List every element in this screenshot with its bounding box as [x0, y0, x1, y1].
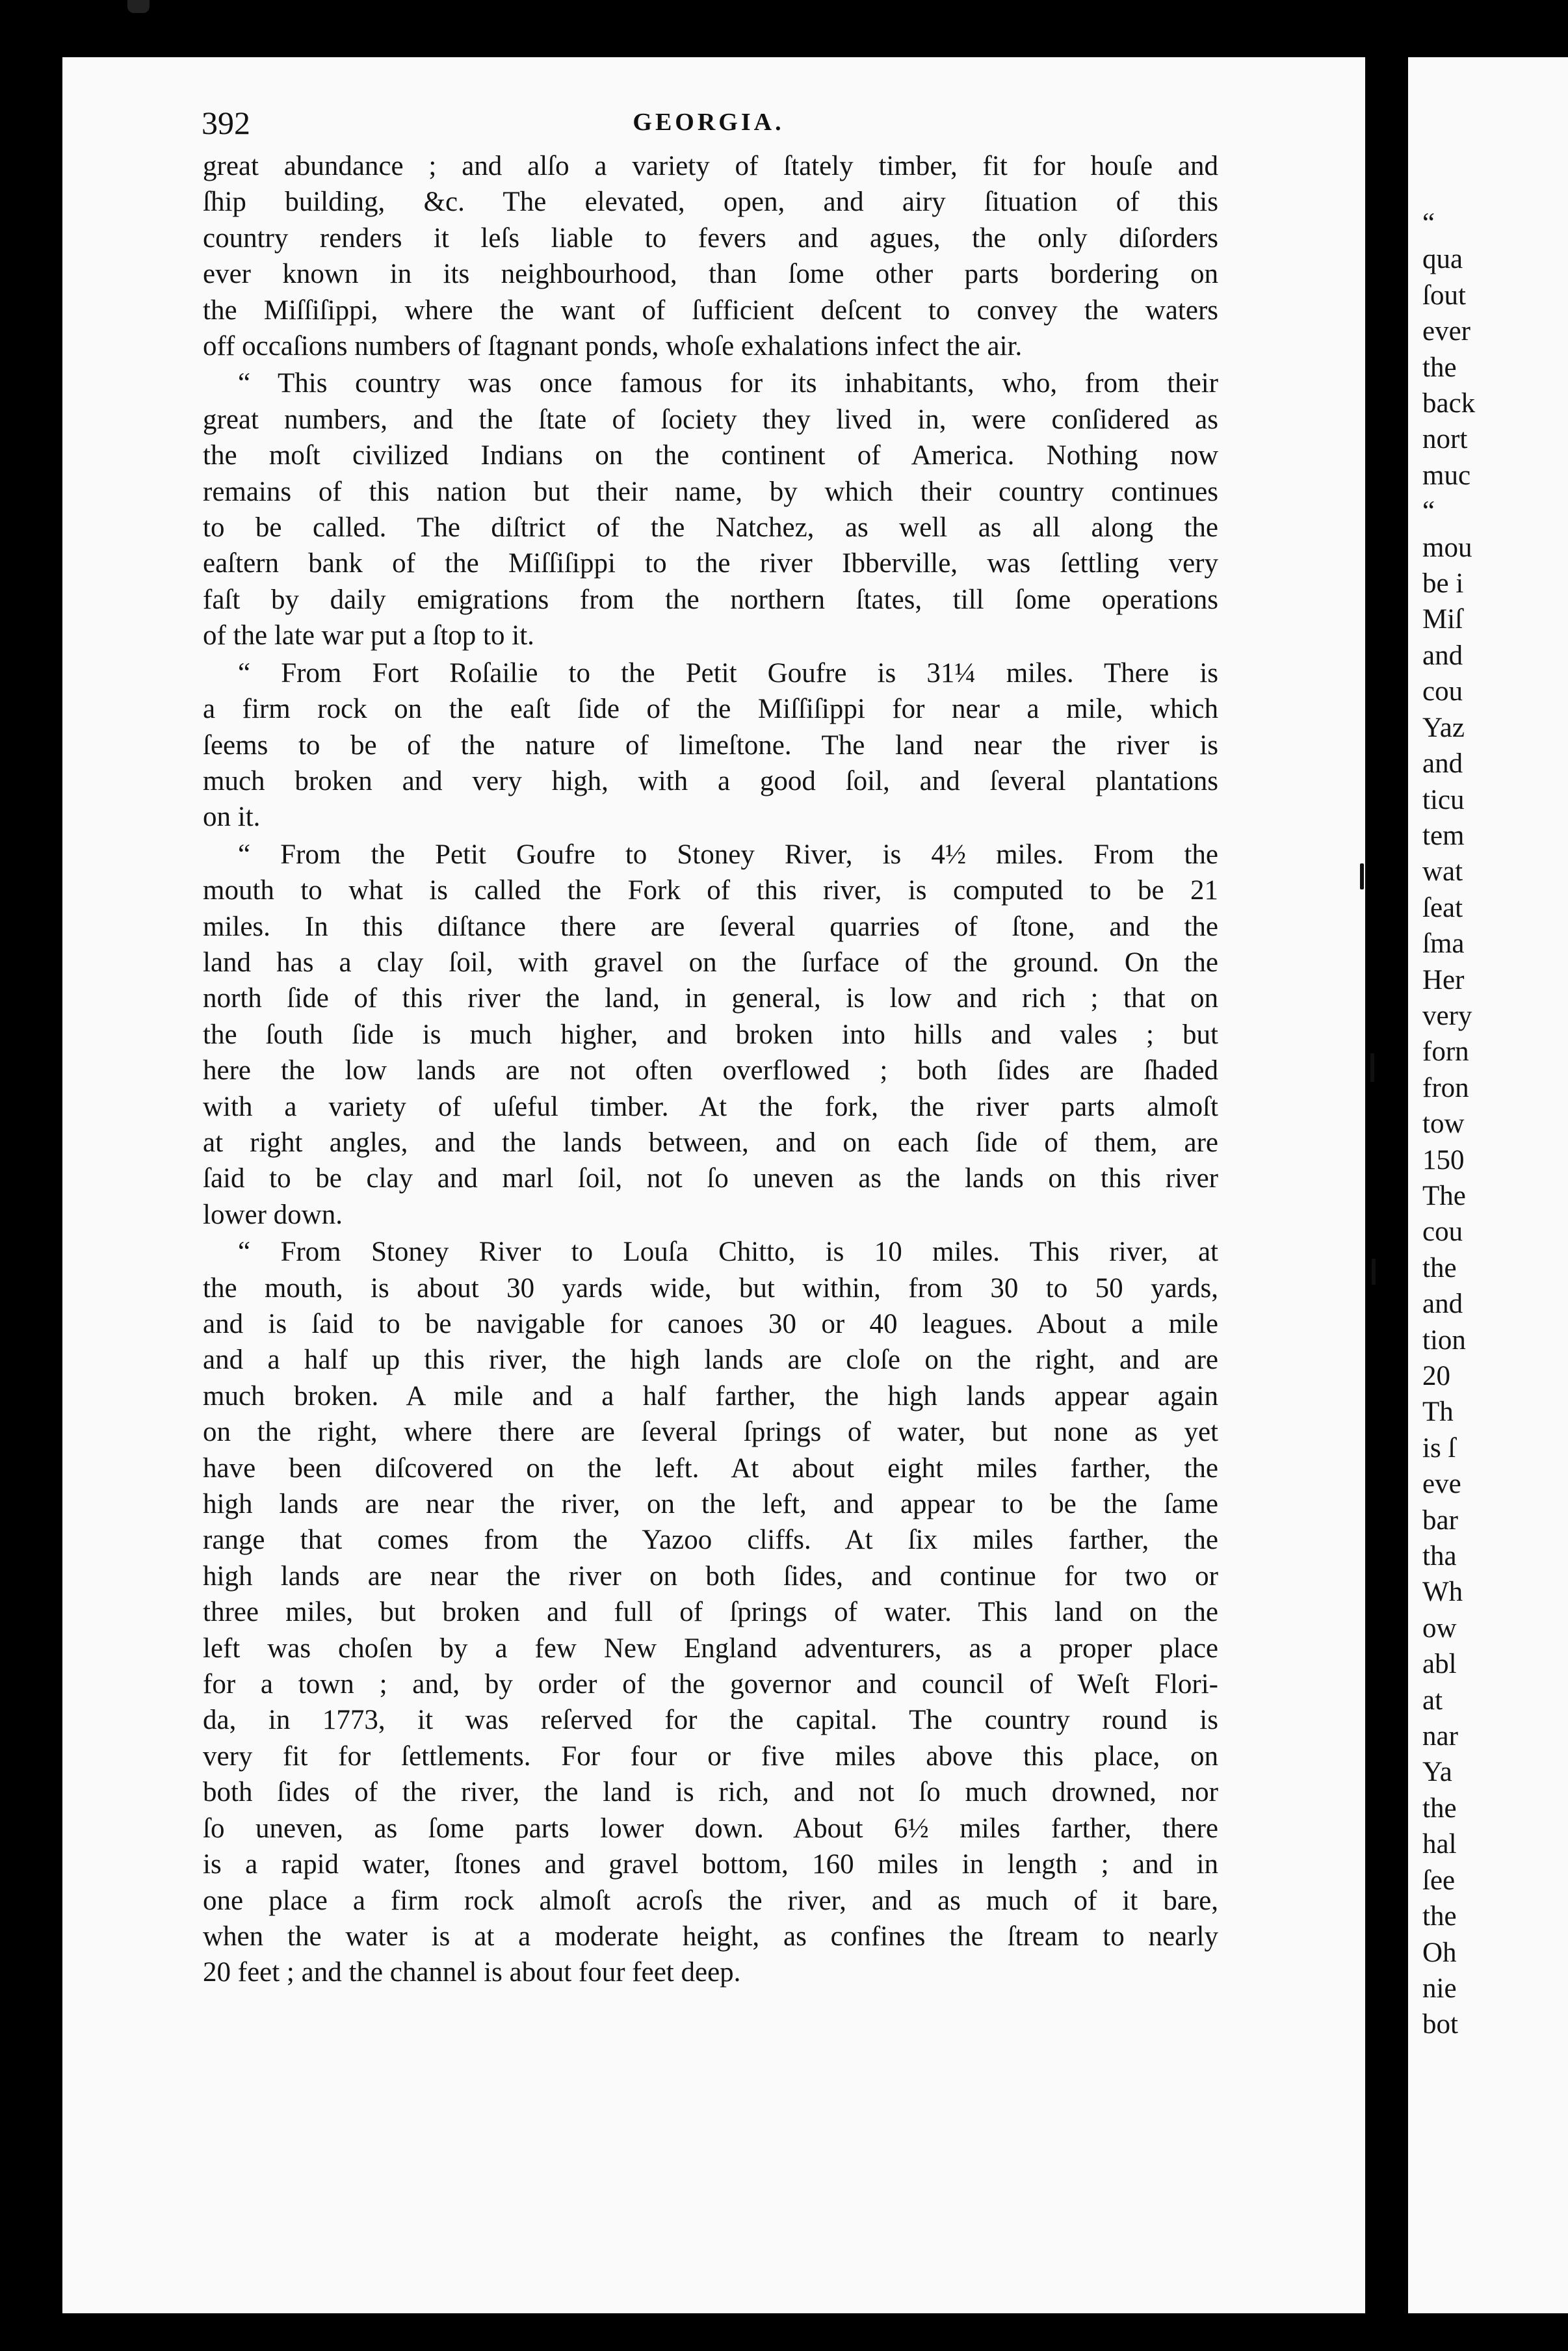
text-line: on it. [203, 802, 261, 833]
facing-page [1408, 57, 1568, 2313]
facing-page-fragment: ſma [1422, 928, 1465, 960]
paragraph [203, 837, 1218, 1233]
facing-page-fragment: Oh [1422, 1937, 1457, 1968]
text-line: much broken. A mile and a half farther, the high lands appear again [203, 1380, 1218, 1412]
text-line: mouth to what is called the Fork of this river, is computed to be 21 [203, 875, 1218, 906]
paragraph [203, 655, 1218, 835]
body-text [203, 148, 1218, 1992]
text-line: ſeems to be of the nature of limeſtone. The land near the river is [203, 729, 1218, 761]
text-line: very fit for ſettlements. For four or five miles above this place, on [203, 1740, 1218, 1772]
page-number: 392 [202, 105, 250, 141]
facing-page-fragment: bot [1422, 2009, 1458, 2040]
text-line: and is ſaid to be navigable for canoes 30 or 40 leagues. About a mile [203, 1309, 1218, 1339]
text-line: is a rapid water, ſtones and gravel bottom, 160 miles in length ; and in [203, 1849, 1218, 1880]
facing-page-fragment: the [1422, 352, 1457, 383]
facing-page-fragment: muc [1422, 460, 1471, 491]
facing-page-fragment: “ [1422, 208, 1435, 239]
text-line: ſhip building, &c. The elevated, open, and airy ſituation of this [203, 187, 1218, 218]
page-header [202, 104, 1216, 150]
text-line: high lands are near the river, on the left, and appear to be the ſame [203, 1489, 1218, 1520]
text-line: range that comes from the Yazoo cliffs. At ſix miles farther, the [203, 1525, 1218, 1556]
facing-page-fragment: tha [1422, 1541, 1457, 1572]
text-line: and a half up this river, the high lands are cloſe on the right, and are [203, 1345, 1218, 1376]
text-line: ſo uneven, as ſome parts lower down. About 6½ miles farther, there [203, 1813, 1218, 1844]
facing-page-fragment: ſee [1422, 1865, 1456, 1896]
facing-page-fragment: eve [1422, 1469, 1461, 1500]
facing-page-fragment: back [1422, 388, 1476, 419]
facing-page-fragment: tion [1422, 1324, 1466, 1356]
margin-mark [1370, 1053, 1374, 1082]
text-line: at right angles, and the lands between, and on each ſide of them, are [203, 1127, 1218, 1158]
text-line: off occaſions numbers of ſtagnant ponds, whoſe exhalations infect the air. [203, 331, 1023, 362]
facing-page-fragment: nort [1422, 424, 1468, 455]
text-line: da, in 1773, it was reſerved for the capital. The country round is [203, 1705, 1218, 1736]
text-line: ſaid to be clay and marl ſoil, not ſo uneven as the lands on this river [203, 1163, 1218, 1194]
facing-page-fragment: mou [1422, 532, 1472, 563]
text-line: the mouth, is about 30 yards wide, but within, from 30 to 50 yards, [203, 1272, 1218, 1304]
facing-page-fragment: fron [1422, 1072, 1469, 1103]
facing-page-fragment: Wh [1422, 1577, 1463, 1608]
text-line: on the right, where there are ſeveral ſprings of water, but none as yet [203, 1417, 1218, 1448]
text-line: “ From Stoney River to Louſa Chitto, is 10 miles. This river, at [238, 1237, 1218, 1268]
facing-page-fragment: The [1422, 1180, 1466, 1211]
text-line: “ From the Petit Goufre to Stoney River, is 4½ miles. From the [238, 839, 1218, 870]
facing-page-fragment: qua [1422, 244, 1463, 275]
facing-page-text [1422, 205, 1568, 2043]
text-line: north ſide of this river the land, in general, is low and rich ; that on [203, 983, 1218, 1014]
facing-page-fragment: at [1422, 1685, 1443, 1716]
text-line: for a town ; and, by order of the governor and council of Weſt Flori- [203, 1669, 1218, 1700]
facing-page-fragment: and [1422, 1289, 1463, 1320]
facing-page-fragment: ever [1422, 316, 1470, 347]
text-line: the moſt civilized Indians on the continent of America. Nothing now [203, 440, 1218, 471]
paragraph [203, 148, 1218, 364]
text-line: left was choſen by a few New England adventurers, as a proper place [203, 1633, 1218, 1664]
facing-page-fragment: forn [1422, 1036, 1469, 1068]
text-line: the Miſſiſippi, where the want of ſufficient deſcent to convey the waters [203, 295, 1218, 326]
text-line: one place a firm rock almoſt acroſs the river, and as much of it bare, [203, 1885, 1218, 1916]
facing-page-fragment: the [1422, 1901, 1457, 1932]
facing-page-fragment: Ya [1422, 1757, 1452, 1788]
facing-page-fragment: ſout [1422, 280, 1466, 311]
text-line: much broken and very high, with a good ſoil, and ſeveral plantations [203, 765, 1218, 796]
scan-speck [127, 0, 150, 13]
facing-page-fragment: 150 [1422, 1144, 1465, 1176]
facing-page-fragment: tow [1422, 1109, 1465, 1140]
facing-page-fragment: and [1422, 640, 1463, 671]
text-line: to be called. The diſtrict of the Natchez, as well as all along the [203, 512, 1218, 544]
facing-page-fragment: ow [1422, 1612, 1457, 1644]
text-line: miles. In this diſtance there are ſeveral quarries of ſtone, and the [203, 911, 1218, 942]
facing-page-fragment: is ſ [1422, 1432, 1456, 1464]
facing-page-fragment: and [1422, 748, 1463, 780]
facing-page-fragment: nar [1422, 1721, 1458, 1752]
text-line: land has a clay ſoil, with gravel on the ſurface of the ground. On the [203, 947, 1218, 978]
facing-page-fragment: 20 [1422, 1361, 1450, 1391]
facing-page-fragment: wat [1422, 856, 1463, 887]
text-line: faſt by daily emigrations from the northern ſtates, till ſome operations [203, 584, 1218, 615]
running-head: GEORGIA. [633, 109, 785, 136]
text-line: great abundance ; and alſo a variety of ſtately timber, fit for houſe and [203, 151, 1218, 181]
facing-page-fragment: Miſ [1422, 604, 1463, 635]
facing-page-fragment: ſeat [1422, 892, 1463, 923]
facing-page-fragment: hal [1422, 1829, 1457, 1860]
text-line: the ſouth ſide is much higher, and broken into hills and vales ; but [203, 1019, 1218, 1050]
facing-page-fragment: bar [1422, 1504, 1458, 1536]
text-line: “ From Fort Roſailie to the Petit Goufre is 31¼ miles. There is [238, 657, 1218, 689]
facing-page-fragment: cou [1422, 676, 1463, 707]
facing-page-fragment: abl [1422, 1649, 1457, 1680]
facing-page-fragment: be i [1422, 568, 1464, 599]
facing-page-fragment: Her [1422, 964, 1465, 995]
text-line: “ This country was once famous for its inhabitants, who, from their [238, 368, 1218, 399]
text-line: of the late war put a ſtop to it. [203, 620, 534, 651]
facing-page-fragment: nie [1422, 1973, 1457, 2004]
text-line: remains of this nation but their name, by which their country continues [203, 476, 1218, 507]
facing-page-fragment: the [1422, 1252, 1457, 1283]
text-line: here the low lands are not often overflowed ; both ſides are ſhaded [203, 1055, 1218, 1086]
facing-page-fragment: tem [1422, 820, 1465, 851]
facing-page-fragment: cou [1422, 1216, 1463, 1248]
text-line: great numbers, and the ſtate of ſociety they lived in, were conſidered as [203, 404, 1218, 435]
text-line: eaſtern bank of the Miſſiſippi to the river Ibberville, was ſettling very [203, 548, 1218, 579]
paragraph [203, 1234, 1218, 1991]
text-line: ever known in its neighbourhood, than ſome other parts bordering on [203, 259, 1218, 290]
text-line: country renders it leſs liable to fevers and agues, the only diſorders [203, 222, 1218, 254]
text-line: a firm rock on the eaſt ſide of the Miſſiſippi for near a mile, which [203, 694, 1218, 725]
facing-page-fragment: Th [1422, 1397, 1454, 1428]
text-line: lower down. [203, 1199, 343, 1230]
facing-page-fragment: ticu [1422, 784, 1465, 815]
text-line: high lands are near the river on both ſides, and continue for two or [203, 1560, 1218, 1592]
facing-page-fragment: Yaz [1422, 712, 1465, 743]
text-line: with a variety of uſeful timber. At the fork, the river parts almoſt [203, 1091, 1218, 1122]
text-line: when the water is at a moderate height, as confines the ſtream to nearly [203, 1921, 1218, 1952]
facing-page-fragment: “ [1422, 496, 1435, 527]
facing-page-fragment: the [1422, 1793, 1457, 1824]
text-line: 20 feet ; and the channel is about four feet deep. [203, 1957, 741, 1988]
text-line: have been diſcovered on the left. At about eight miles farther, the [203, 1452, 1218, 1484]
text-line: both ſides of the river, the land is rich, and not ſo much drowned, nor [203, 1777, 1218, 1808]
paragraph [203, 365, 1218, 653]
margin-mark [1372, 1259, 1376, 1285]
facing-page-fragment: very [1422, 1000, 1472, 1031]
margin-mark [1360, 863, 1364, 889]
text-line: three miles, but broken and full of ſprings of water. This land on the [203, 1597, 1218, 1628]
